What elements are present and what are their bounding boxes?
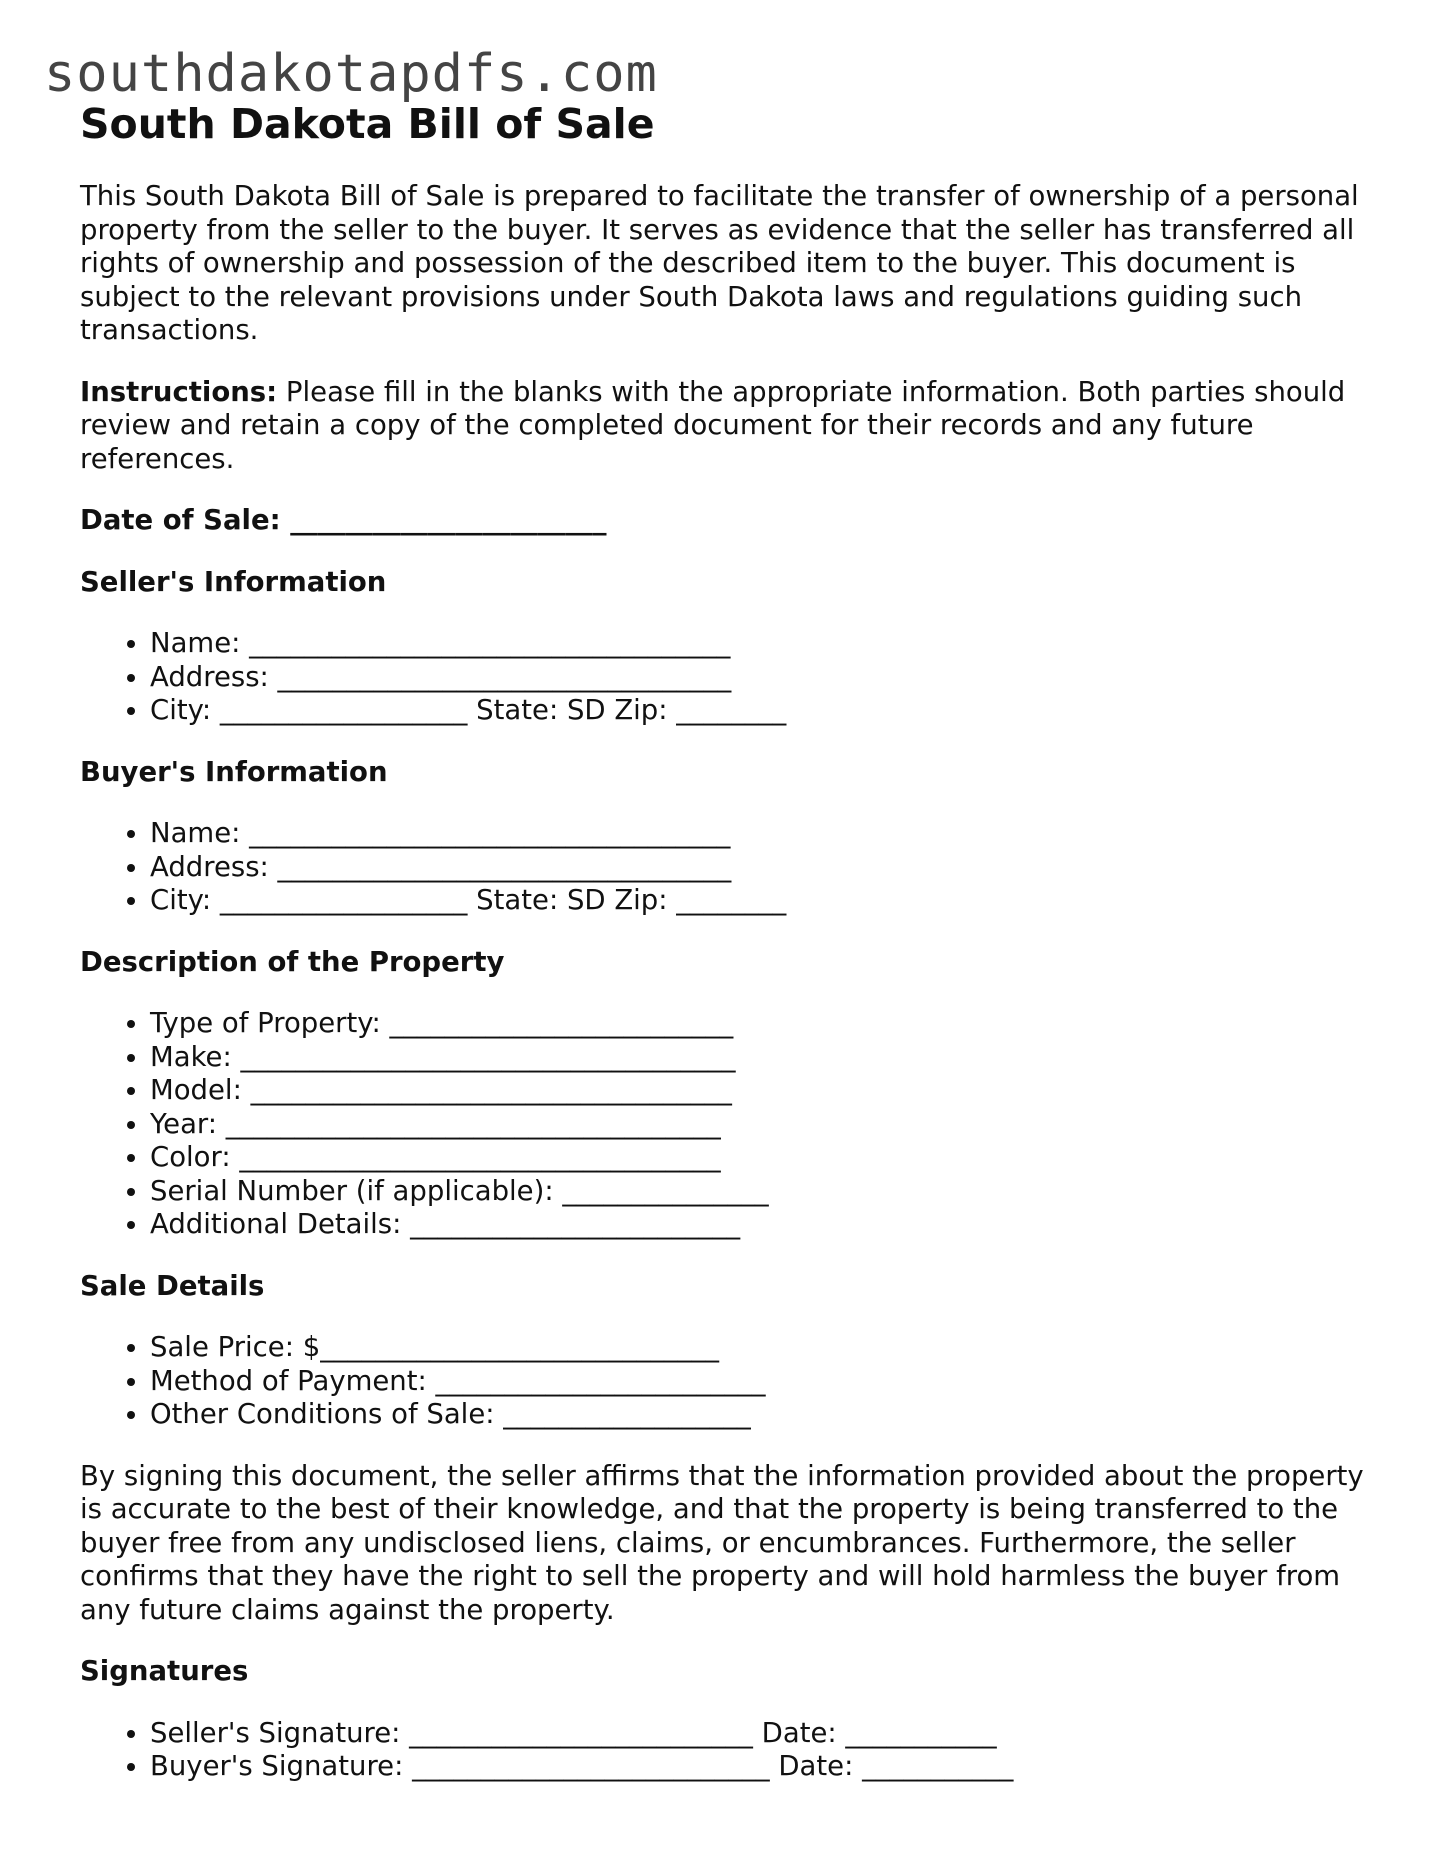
property-make-field[interactable]: • Make: ____________________________________ [150,1041,1370,1075]
intro-paragraph: This South Dakota Bill of Sale is prepared to facilitate the transfer of ownership of a personal property from the seller to the buyer. It serves as evidence that the seller has transferred all rights of ownership and possession of the described item to the buyer. This document is subject to the relevant provisions under South Dakota laws and regulations guiding such transactions. [80,180,1359,346]
seller-address-field[interactable]: • Address: _________________________________ [150,661,1370,695]
buyer-address-field[interactable]: • Address: _________________________________ [150,851,1370,885]
property-heading: Description of the Property [80,945,505,978]
signatures-heading: Signatures [80,1655,249,1687]
buyer-list [80,817,1370,918]
property-list [80,1007,1370,1242]
property-serial-field[interactable]: • Serial Number (if applicable): _______________ [150,1175,1370,1209]
buyer-heading: Buyer's Information [80,755,388,788]
affirmation-paragraph: By signing this document, the seller affirms that the information provided about the property is accurate to the best of their knowledge, and that the property is being transferred to the buyer free from any undisclosed liens, claims, or encumbrances. Furthermore, the seller confirms that they have the right to sell the property and will hold harmless the buyer from any future claims against the property. [80,1459,1364,1626]
property-model-field[interactable]: • Model: ___________________________________ [150,1074,1370,1108]
sale-heading: Sale Details [80,1269,265,1302]
property-color-field[interactable]: • Color: ___________________________________ [150,1141,1370,1175]
date-of-sale-field[interactable]: Date of Sale: _______________________ [80,504,607,536]
site-watermark: southdakotapdfs.com [44,44,658,104]
buyer-name-field[interactable]: • Name: ___________________________________ [150,817,1370,851]
payment-method-field[interactable]: • Method of Payment: ________________________ [150,1365,1370,1399]
buyer-signature-field[interactable]: • Buyer's Signature: __________________________ Date: ___________ [150,1750,1370,1784]
sale-price-field[interactable]: • Sale Price: $_____________________________ [150,1331,1370,1365]
instructions-text: Please fill in the blanks with the appropriate information. Both parties should review and retain a copy of the completed document for their records and any future references. [80,375,1346,475]
seller-signature-field[interactable]: • Seller's Signature: _________________________ Date: ___________ [150,1717,1370,1751]
buyer-city-state-zip-field[interactable]: • City: __________________ State: SD Zip: ________ [150,884,1370,918]
property-year-field[interactable]: • Year: ____________________________________ [150,1108,1370,1142]
instructions-paragraph [80,376,1370,477]
instructions-label: Instructions: [80,375,278,408]
sale-list [80,1331,1370,1432]
bill-of-sale-document [80,98,1370,1784]
seller-heading: Seller's Information [80,565,387,598]
document-title: South Dakota Bill of Sale [80,100,655,148]
property-details-field[interactable]: • Additional Details: ________________________ [150,1208,1370,1242]
property-type-field[interactable]: • Type of Property: _________________________ [150,1007,1370,1041]
signatures-list [80,1717,1370,1784]
other-conditions-field[interactable]: • Other Conditions of Sale: __________________ [150,1398,1370,1432]
seller-city-state-zip-field[interactable]: • City: __________________ State: SD Zip: ________ [150,694,1370,728]
seller-name-field[interactable]: • Name: ___________________________________ [150,627,1370,661]
seller-list [80,627,1370,728]
